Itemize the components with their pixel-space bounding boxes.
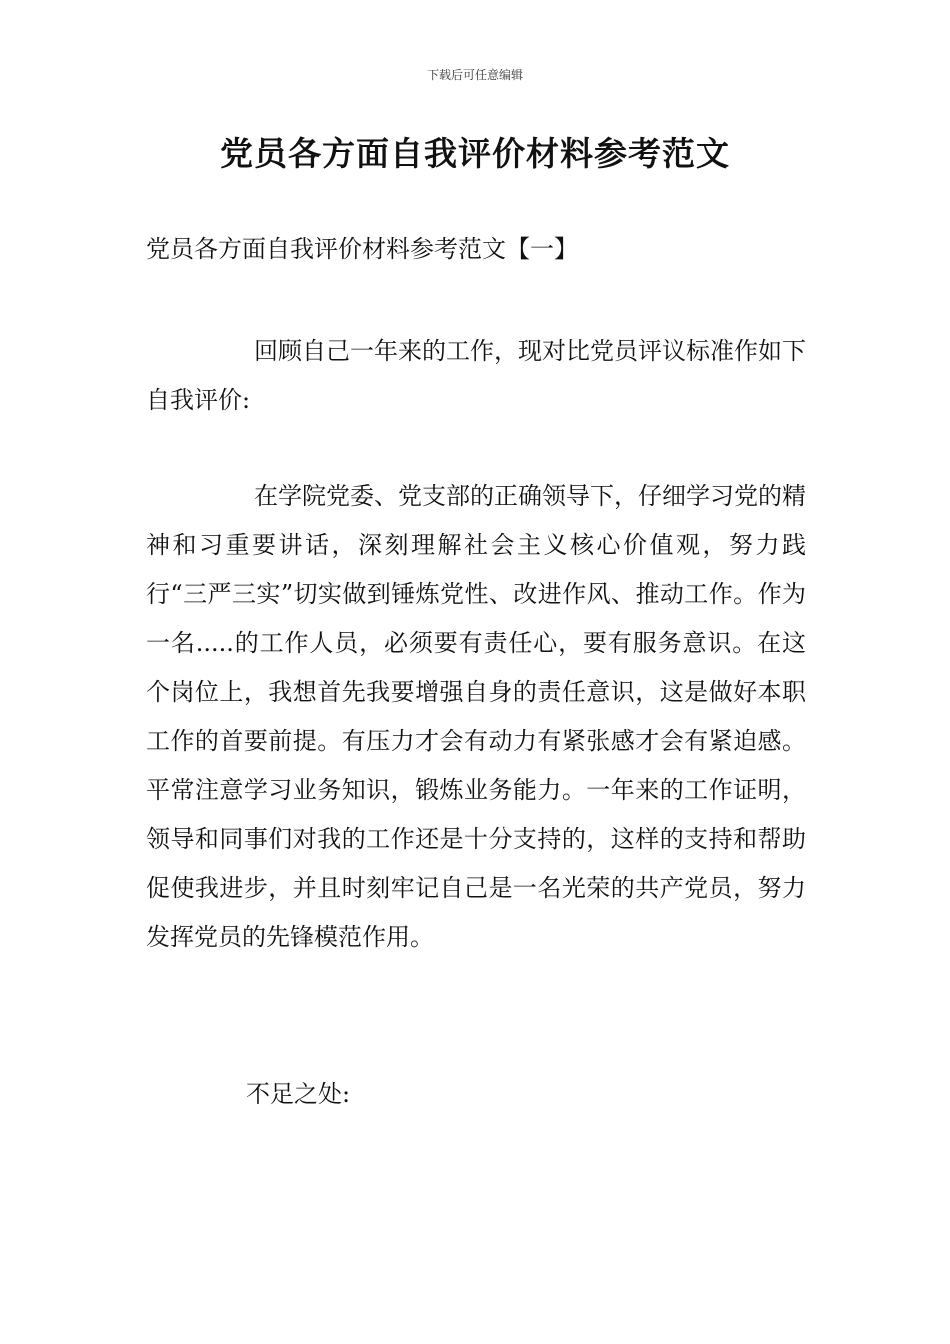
paragraph-intro: 回顾自己一年来的工作，现对比党员评议标准作如下自我评价: (146, 337, 806, 414)
header-note: 下载后可任意编辑 (426, 68, 523, 82)
paragraph-shortcomings-heading: 不足之处: (246, 1080, 351, 1108)
paragraph-work-summary: 在学院党委、党支部的正确领导下，仔细学习党的精神和习重要讲话，深刻理解社会主义核心价值观，努力践行“三严三实”切实做到锤炼党性、改进作风、推动工作。作为一名.....的工作人员，必须要有责任心，要有服务意识。在这个岗位上，我想首先我要增强自身的责任意识，这是做好本职工作的首要前提。有压力才会有动力有紧张感才会有紧迫感。平常注意学习业务知识，锻炼业务能力。一年来的工作证明，领导和同事们对我的工作还是十分支持的，这样的支持和帮助促使我进步，并且时刻牢记自己是一名光荣的共产党员，努力发挥党员的先锋模范作用。 (146, 482, 806, 951)
section-heading: 党员各方面自我评价材料参考范文【一】 (146, 235, 578, 263)
document-title: 党员各方面自我评价材料参考范文 (220, 134, 730, 173)
